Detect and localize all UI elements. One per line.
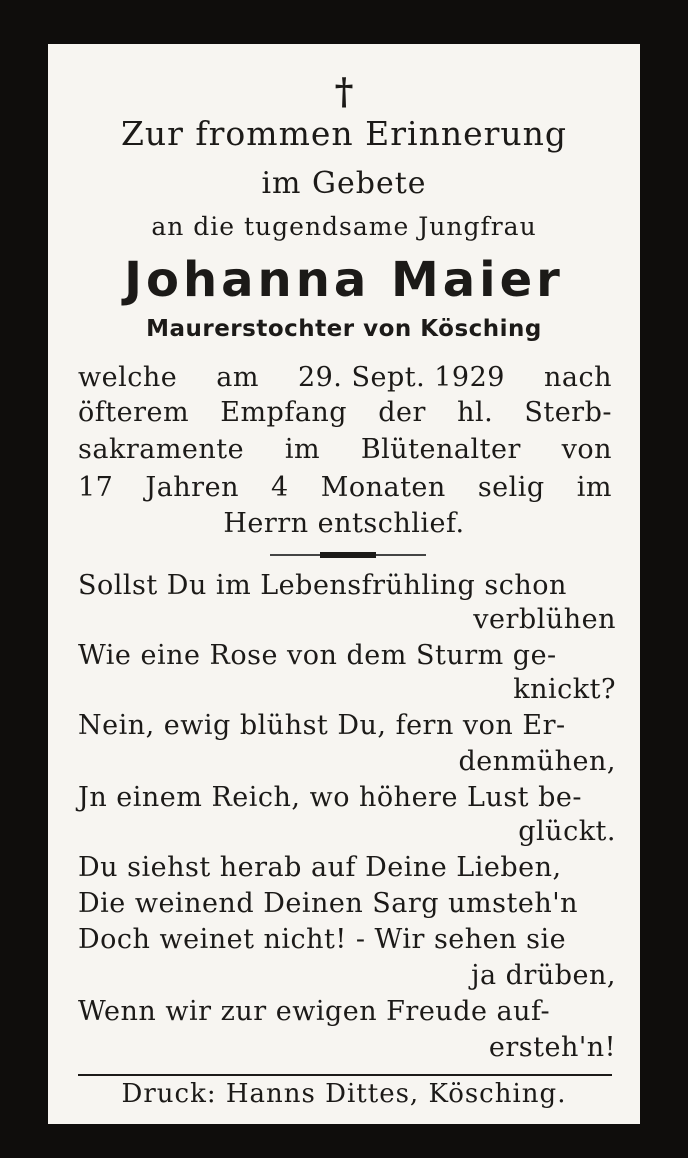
notice-word: öfterem bbox=[78, 397, 190, 428]
notice-line-3 bbox=[78, 434, 612, 465]
poem-line-9: Du siehst herab auf Deine Lieben, bbox=[78, 852, 562, 883]
poem-line-8: glückt. bbox=[518, 816, 616, 847]
deceased-name: Johanna Maier bbox=[124, 252, 564, 308]
notice-word: Blütenalter bbox=[360, 434, 521, 465]
notice-word: sakramente bbox=[78, 434, 245, 465]
deceased-subtitle: Maurerstochter von Kösching bbox=[146, 316, 542, 342]
notice-word: im bbox=[284, 434, 321, 465]
heading-line-3: an die tugendsame Jungfrau bbox=[151, 212, 537, 241]
poem-line-7: Jn einem Reich, wo höhere Lust be- bbox=[78, 782, 583, 813]
printer-credit: Druck: Hanns Dittes, Kösching. bbox=[121, 1079, 567, 1109]
notice-word: Empfang bbox=[220, 397, 348, 428]
poem-line-11: Doch weinet nicht! - Wir sehen sie bbox=[78, 924, 567, 955]
notice-word: hl. bbox=[457, 397, 494, 428]
notice-date: 29. Sept. 1929 bbox=[297, 362, 505, 393]
poem-line-12: ja drüben, bbox=[471, 960, 616, 991]
footer-rule bbox=[78, 1074, 612, 1076]
notice-word: Sterb- bbox=[524, 397, 612, 428]
memorial-card bbox=[48, 44, 640, 1124]
poem-line-3: Wie eine Rose von dem Sturm ge- bbox=[78, 640, 557, 671]
notice-word: Monaten bbox=[320, 472, 446, 503]
notice-word: der bbox=[378, 397, 426, 428]
poem-line-14: ersteh'n! bbox=[488, 1032, 616, 1063]
poem-line-10: Die weinend Deinen Sarg umsteh'n bbox=[78, 888, 579, 919]
notice-word: nach bbox=[543, 362, 612, 393]
cross-icon: † bbox=[334, 71, 354, 113]
divider-center-bar bbox=[320, 552, 376, 558]
poem-line-6: denmühen, bbox=[458, 746, 616, 777]
notice-word: selig bbox=[477, 472, 545, 503]
notice-word: 4 bbox=[270, 472, 289, 503]
poem-line-2: verblühen bbox=[473, 604, 616, 635]
notice-line-1 bbox=[78, 362, 612, 393]
notice-word: am bbox=[216, 362, 259, 393]
heading-line-1: Zur frommen Erinnerung bbox=[120, 114, 568, 153]
notice-line-4 bbox=[78, 472, 612, 503]
notice-line-5: Herrn entschlief. bbox=[223, 508, 465, 539]
ornamental-divider bbox=[270, 554, 426, 556]
notice-word: im bbox=[576, 472, 612, 503]
poem-line-5: Nein, ewig blühst Du, fern von Er- bbox=[78, 710, 566, 741]
notice-line-2 bbox=[78, 397, 612, 428]
notice-word: von bbox=[561, 434, 612, 465]
notice-word: 17 bbox=[78, 472, 114, 503]
notice-word: Jahren bbox=[145, 472, 239, 503]
poem-line-1: Sollst Du im Lebensfrühling schon bbox=[78, 570, 567, 601]
notice-word: welche bbox=[78, 362, 178, 393]
heading-line-2: im Gebete bbox=[261, 166, 427, 201]
poem-line-13: Wenn wir zur ewigen Freude auf- bbox=[78, 996, 551, 1027]
poem-line-4: knickt? bbox=[513, 674, 616, 705]
